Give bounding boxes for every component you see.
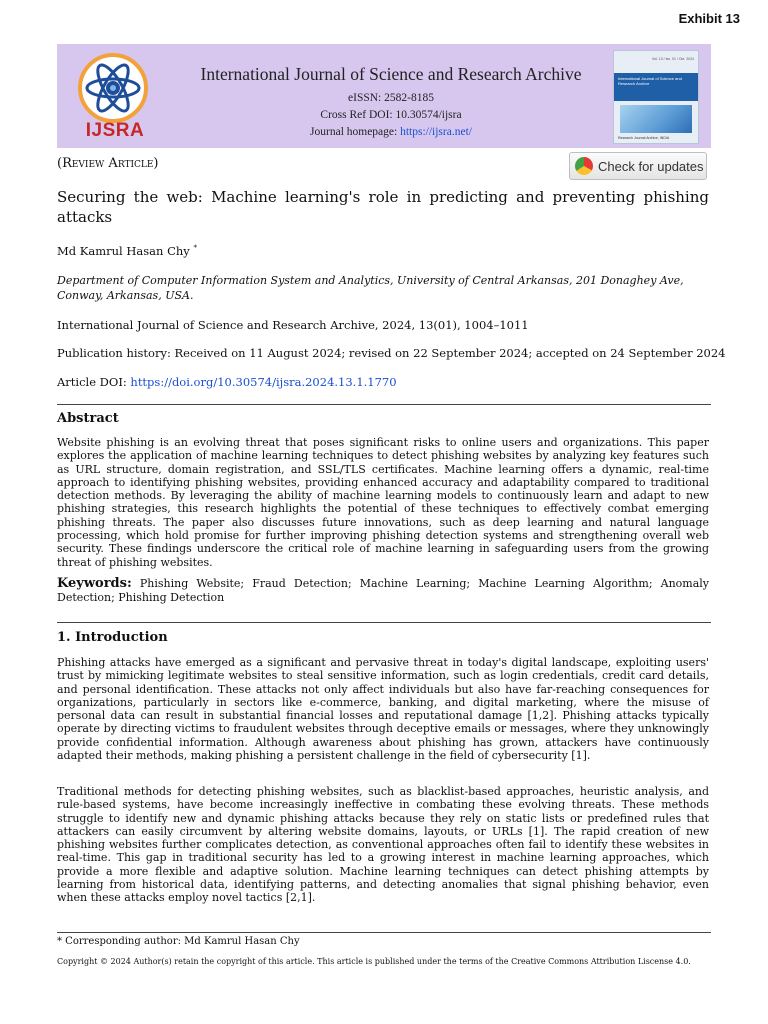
introduction-paragraph-2: Traditional methods for detecting phishing websites, such as blacklist-based approaches, heuristic analysis, and rule-based systems, have become increasingly ineffective in combating these evolving threats. These methods struggle to identify new and dynamic phishing attacks because they rely on static lists or predefined rules that attackers can easily circumvent by altering website domains, layouts, or URLs [1]. The rapid creation of new phishing websites further complicates detection, as conventional approaches often fail to identify these websites in real-time. This gap in traditional security has led to a growing interest in machine learning approaches, which provide a more flexible and adaptive solution. Machine learning techniques can detect phishing attempts by learning from historical data, identifying patterns, and detecting anomalies that signal phishing behavior, even when these attacks employ novel tactics [2,1]. (57, 785, 709, 905)
doi-link[interactable]: https://doi.org/10.30574/ijsra.2024.13.1.1770 (130, 375, 397, 389)
cover-image (620, 105, 692, 133)
citation: International Journal of Science and Research Archive, 2024, 13(01), 1004–1011 (57, 318, 529, 332)
article-type: (Review Article) (57, 156, 159, 171)
keywords (57, 577, 709, 605)
journal-banner (57, 44, 711, 148)
doi-label: Article DOI: (57, 375, 127, 389)
keywords-label: Keywords: (57, 576, 132, 591)
author-line (57, 244, 197, 258)
corresponding-author-note: * Corresponding author: Md Kamrul Hasan Chy (57, 936, 300, 947)
copyright-note: Copyright © 2024 Author(s) retain the copyright of this article. This article is published under the terms of the Creative Commons Attribution Liscense 4.0. (57, 957, 691, 966)
cover-issue: Vol. 13 / Iss. 01 / Oct. 2024 (651, 57, 694, 61)
logo-wordmark: IJSRA (85, 120, 145, 141)
cover-title: International Journal of Science and Research Archive (618, 76, 682, 86)
introduction-paragraph-1: Phishing attacks have emerged as a significant and pervasive threat in today's digital landscape, exploiting users' trust by mimicking legitimate websites to steal sensitive information, such as login credentials, credit card details, and personal identification. These attacks not only affect individuals but also have far-reaching consequences for organizations, particularly in sectors like e-commerce, banking, and digital marketing, where the misuse of personal data can result in substantial financial losses and reputational damage [1,2]. Phishing attacks typically operate by directing victims to fraudulent websites through deceptive emails or messages, where they unknowingly provide confidential information. Although awareness about phishing has grown, attackers have continuously adapted their methods, making phishing a persistent challenge in the field of cybersecurity [1]. (57, 656, 709, 763)
journal-eissn: eISSN: 2582-8185 (348, 92, 434, 104)
abstract-text: Website phishing is an evolving threat that poses significant risks to online users and organizations. This paper explores the application of machine learning techniques to detect phishing websites by analyzing key features such as URL structure, domain registration, and SSL/TLS certificates. Machine learning offers a dynamic, real-time approach to identifying phishing websites, providing enhanced accuracy and adaptability compared to traditional detection methods. By leveraging the ability of machine learning models to continuously learn and adapt to new phishing strategies, this research highlights the potential of these techniques to effectively combat emerging phishing threats. The paper also discusses future innovations, such as deep learning and natural language processing, which hold promise for further improving phishing detection systems and strengthening overall web security. These findings underscore the critical role of machine learning in safeguarding users from the growing threat of phishing websites. (57, 436, 709, 569)
homepage-label: Journal homepage: (310, 126, 398, 138)
cover-foot: Research Journal Archive, INDIA (618, 136, 670, 140)
check-updates-label: Check for updates (598, 159, 704, 174)
homepage-link[interactable]: https://ijsra.net/ (400, 126, 472, 138)
journal-crossref: Cross Ref DOI: 10.30574/ijsra (320, 109, 462, 121)
journal-cover-thumbnail (613, 50, 699, 144)
journal-homepage (181, 126, 601, 138)
abstract-heading: Abstract (57, 411, 119, 426)
article-doi (57, 375, 397, 389)
divider (57, 404, 711, 405)
introduction-heading: 1. Introduction (57, 630, 168, 645)
article-title: Securing the web: Machine learning's role in predicting and preventing phishing attacks (57, 188, 709, 226)
exhibit-label: Exhibit 13 (678, 11, 740, 26)
journal-title: International Journal of Science and Research Archive (200, 64, 582, 84)
publication-history: Publication history: Received on 11 August 2024; revised on 22 September 2024; accepted on 24 September 2024 (57, 346, 726, 360)
check-updates-button[interactable] (569, 152, 707, 180)
divider (57, 622, 711, 623)
author-name: Md Kamrul Hasan Chy (57, 244, 190, 258)
footnote-divider (57, 932, 711, 933)
author-mark: * (193, 244, 197, 253)
crossmark-icon (575, 157, 593, 175)
affiliation: Department of Computer Information System and Analytics, University of Central Arkansas, 201 Donaghey Ave, Conway, Arkansas, USA. (57, 274, 684, 302)
keywords-text: Phishing Website; Fraud Detection; Machine Learning; Machine Learning Algorithm; Anomaly Detection; Phishing Detection (57, 577, 709, 604)
cover-band (614, 73, 698, 101)
